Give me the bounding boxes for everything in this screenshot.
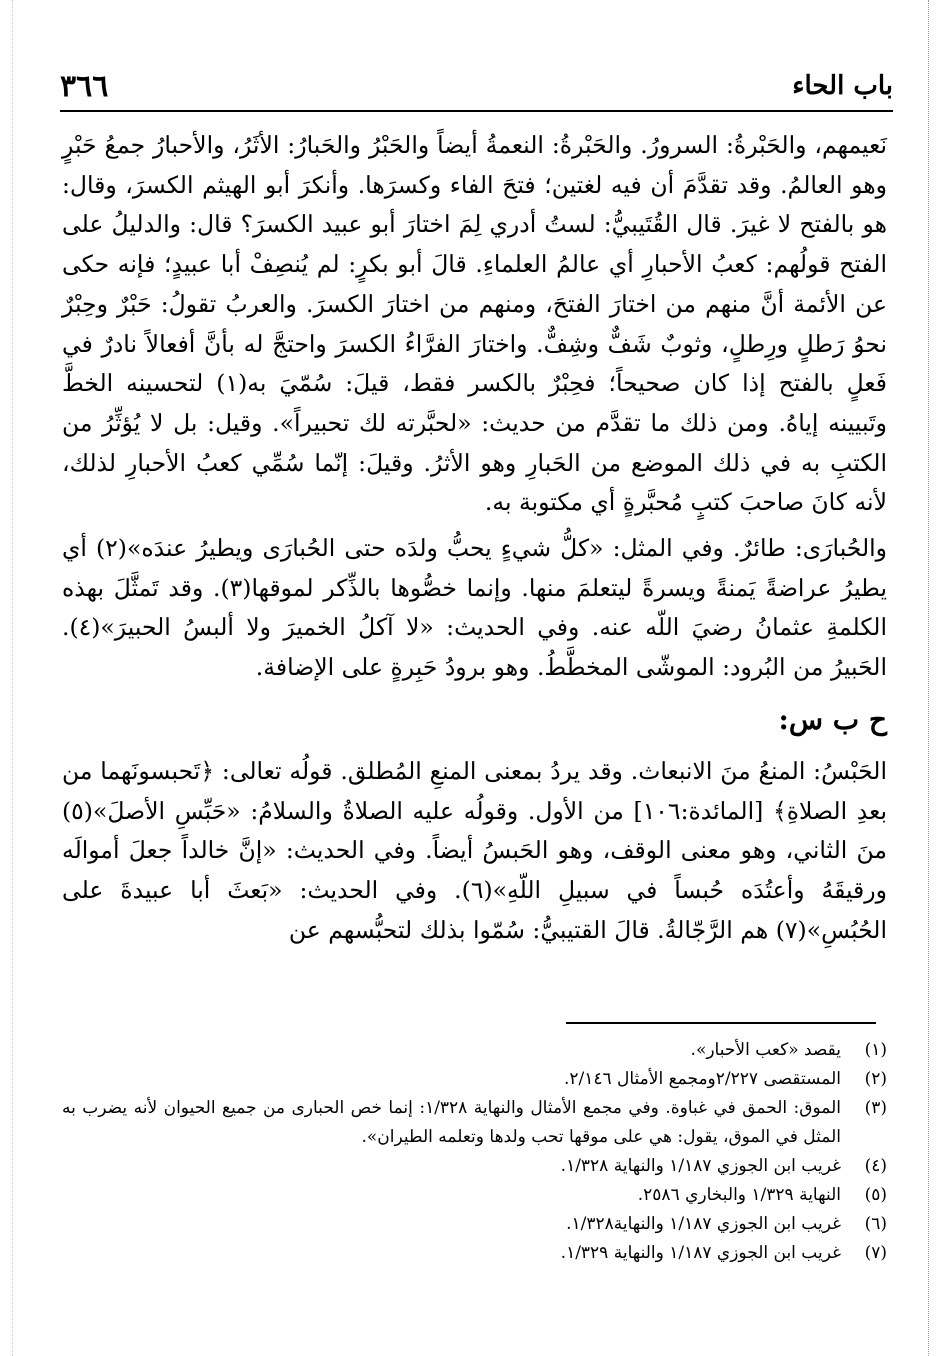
footnote-number: (٤) xyxy=(864,1156,887,1176)
footnote-number: (٢) xyxy=(864,1069,887,1089)
footnote-number: (٧) xyxy=(864,1243,887,1263)
footnote-item xyxy=(62,1036,887,1065)
chapter-title: باب الحاء xyxy=(792,71,893,101)
paragraph-habs: الحَبْسُ: المنعُ منَ الانبعاث. وقد يردُ بمعنى المنعِ المُطلق. قولُه تعالى: ﴿تَحبسونَهما من بعدِ الصلاةِ﴾ [المائدة:١٠٦] من الأول. وقولُه عليه الصلاةُ والسلامُ: «حَبِّسِ الأصلَ»(٥) منَ الثاني، وهو معنى الوقف، وهو الحَبسُ أيضاً. وفي الحديث: «إنَّ خالداً جعلَ أموالَه ورقيقَهُ وأعتُدَه حُبساً في سبيلِ اللّهِ»(٦). وفي الحديث: «بَعثَ أبا عبيدةَ على الحُبُسِ»(٧) هم الرَّجّالةُ. قالَ القتيبيُّ: سُمّوا بذلك لتحبُّسهم عن xyxy=(62,756,887,944)
footnote-item xyxy=(62,1065,887,1094)
footnote-item xyxy=(62,1239,887,1268)
main-text xyxy=(62,126,887,950)
footnote-item xyxy=(62,1210,887,1239)
root-heading: ح ب س: xyxy=(778,702,887,736)
running-head xyxy=(60,66,893,112)
page-number: ٣٦٦ xyxy=(60,68,109,104)
footnote-text: المستقصى ٢/٢٢٧ومجمع الأمثال ٢/١٤٦. xyxy=(563,1069,841,1089)
footnote-text: النهاية ١/٣٢٩ والبخاري ٢٥٨٦. xyxy=(637,1185,841,1205)
scan-edge-left xyxy=(12,0,13,1356)
footnote-text: الموق: الحمق في غباوة. وفي مجمع الأمثال والنهاية ١/٣٢٨: إنما خص الحبارى من جميع الحيوان لأنه يضرب به المثل في الموق، يقول: هي على موقها تحب ولدها وتعلمه الطيران». xyxy=(62,1098,841,1147)
footnote-number: (٦) xyxy=(864,1214,887,1234)
footnote-item xyxy=(62,1152,887,1181)
footnote-number: (١) xyxy=(864,1040,887,1060)
footnote-text: غريب ابن الجوزي ١/١٨٧ والنهاية١/٣٢٨. xyxy=(566,1214,841,1234)
footnote-separator xyxy=(566,1022,876,1024)
footnote-number: (٥) xyxy=(864,1185,887,1205)
footnote-text: غريب ابن الجوزي ١/١٨٧ والنهاية ١/٣٢٨. xyxy=(560,1156,841,1176)
scan-edge-right xyxy=(928,0,929,1356)
footnote-item xyxy=(62,1181,887,1210)
footnote-number: (٣) xyxy=(864,1098,887,1118)
paragraph-habr: نَعيمهم، والحَبْرةُ: السرورُ. والحَبْرةُ: النعمةُ أيضاً والحَبْرُ والحَبارُ: الأثَرُ، والأحبارُ جمعُ حَبْرٍ وهو العالمُ. وقد تقدَّمَ أن فيه لغتين؛ فتحَ الفاء وكسرَها. وأنكرَ أبو الهيثم الكسرَ، وقال: هو بالفتح لا غيرَ. قال القُتَيبيُّ: لستُ أدري لِمَ اختارَ أبو عبيد الكسرَ؟ قال: والدليلُ على الفتح قولُهم: كعبُ الأحبارِ أي عالمُ العلماءِ. قالَ أبو بكرٍ: لم يُنصِفْ أبا عبيدٍ؛ فإنه حكى عن الأئمة أنَّ منهم من اختارَ الفتحَ، ومنهم من اختارَ الكسرَ. والعربُ تقولُ: حَبْرٌ وحِبْرٌ نحوُ رَطلٍ ورِطلٍ، وثوبٌ شَفٌّ وشِفٌّ. واختارَ الفرَّاءُ الكسرَ واحتجَّ له بأنَّ أفعالاً نادرٌ في فَعلٍ بالفتح إذا كان صحيحاً؛ فحِبْرٌ بالكسر فقط، قيلَ: سُمّيَ به(١) لتحسينه الخطَّ وتَبيينه إياهُ. ومن ذلك ما تقدَّم من حديث: «لحبَّرته لك تحبيراً». وقيل: بل لا يُؤثِّرُ من الكتبِ به في ذلك الموضع من الحَبارِ وهو الأثرُ. وقيلَ: إنّما سُمِّي كعبُ الأحبارِ لذلك، لأنه كانَ صاحبَ كتبٍ مُحبَّرةٍ أي مكتوبة به. xyxy=(62,131,887,517)
paragraph-hubara: والحُبارَى: طائرٌ. وفي المثل: «كلُّ شيءٍ يحبُّ ولدَه حتى الحُبارَى ويطيرُ عندَه»(٢) أي يطيرُ عراضةً يَمنةً ويسرةً ليتعلمَ منها. وإنما خصُّوها بالذِّكر لموقها(٣). وقد تَمثَّلَ بهذه الكلمةِ عثمانُ رضيَ اللّه عنه. وفي الحديث: «لا آكلُ الخميرَ ولا ألبسُ الحبيرَ»(٤). الحَبيرُ من البُرود: الموشّى المخطَّطُ. وهو برودُ حَبِرةٍ على الإضافة. xyxy=(62,534,887,682)
footnote-text: غريب ابن الجوزي ١/١٨٧ والنهاية ١/٣٢٩. xyxy=(560,1243,841,1263)
footnote-text: يقصد «كعب الأحبار». xyxy=(690,1040,841,1060)
footnote-item xyxy=(62,1094,887,1152)
footnotes xyxy=(62,1036,887,1268)
